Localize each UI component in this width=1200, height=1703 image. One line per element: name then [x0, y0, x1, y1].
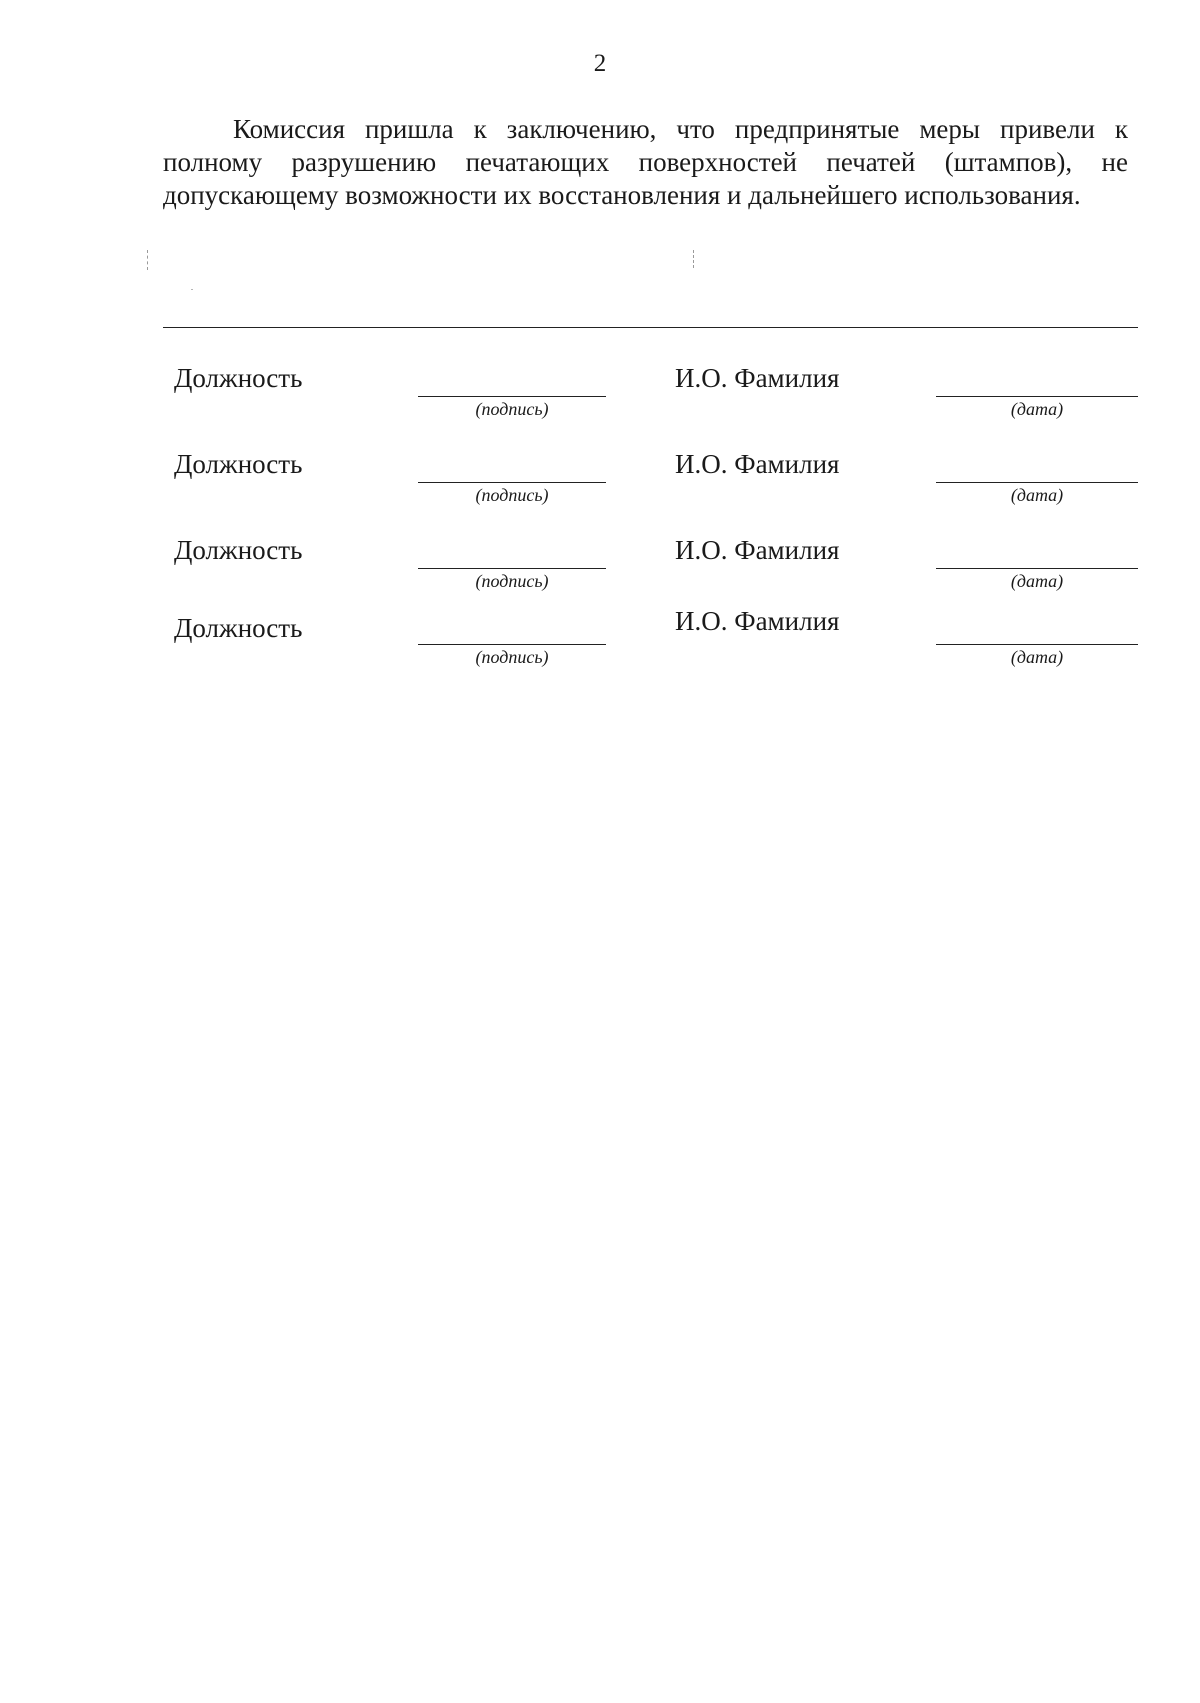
date-caption: (дата): [1010, 647, 1064, 667]
scan-artifact: [693, 250, 695, 268]
signature-row: [0, 449, 1200, 509]
signature-line: [418, 396, 606, 397]
date-caption: (дата): [1010, 399, 1064, 419]
body-text: [163, 113, 1128, 212]
scan-artifact: [147, 250, 149, 270]
section-divider: [163, 327, 1138, 328]
signature-caption: (подпись): [475, 399, 549, 419]
name-label: И.О. Фамилия: [675, 363, 840, 393]
signature-line: [418, 644, 606, 645]
position-label: Должность: [174, 449, 303, 479]
date-line: [936, 568, 1138, 569]
signature-caption: (подпись): [475, 485, 549, 505]
date-caption: (дата): [1010, 571, 1064, 591]
signature-caption: (подпись): [475, 647, 549, 667]
position-label: Должность: [174, 613, 303, 643]
signature-caption: (подпись): [475, 571, 549, 591]
date-line: [936, 644, 1138, 645]
signature-row: [0, 606, 1200, 672]
name-label: И.О. Фамилия: [675, 535, 840, 565]
signature-row: [0, 363, 1200, 423]
date-line: [936, 482, 1138, 483]
signature-row: [0, 535, 1200, 595]
scan-artifact: [191, 289, 193, 290]
date-caption: (дата): [1010, 485, 1064, 505]
name-label: И.О. Фамилия: [675, 449, 840, 479]
date-line: [936, 396, 1138, 397]
position-label: Должность: [174, 363, 303, 393]
position-label: Должность: [174, 535, 303, 565]
name-label: И.О. Фамилия: [675, 606, 840, 636]
signature-line: [418, 482, 606, 483]
signature-line: [418, 568, 606, 569]
page-number: 2: [593, 50, 607, 77]
conclusion-paragraph: Комиссия пришла к заключению, что предпринятые меры привели к полному разрушению печатающих поверхностей печатей (штампов), не допускающему возможности их восстановления и дальнейшего использования.: [163, 114, 1128, 210]
